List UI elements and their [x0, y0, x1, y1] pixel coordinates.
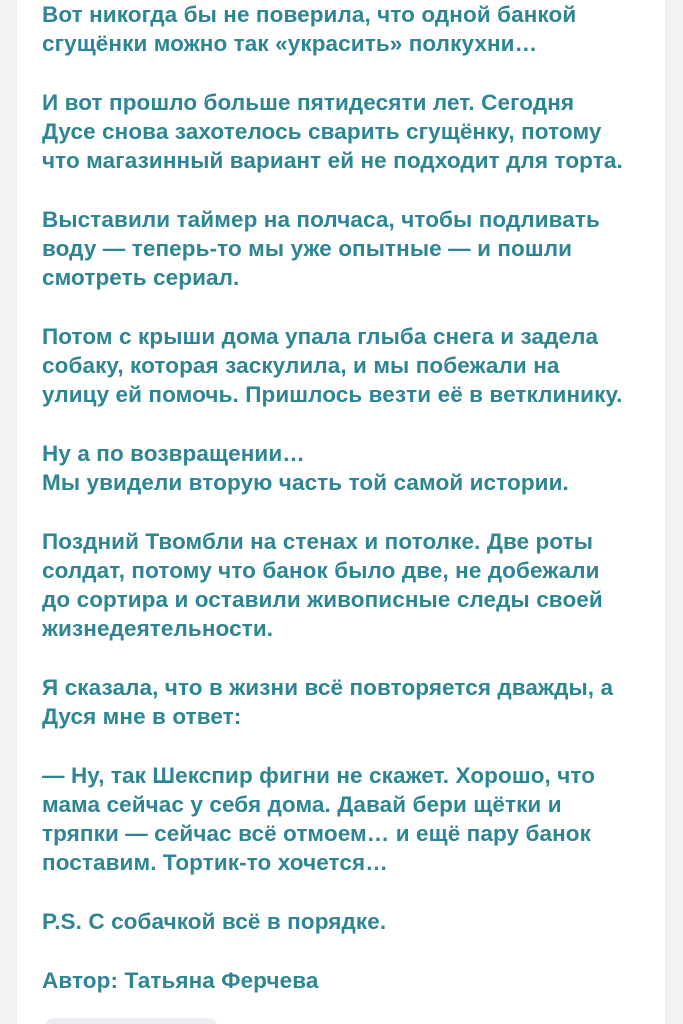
text-line: Выставили таймер на полчаса, чтобы подливать [42, 207, 600, 232]
text-line: что магазинный вариант ей не подходит для торта. [42, 148, 623, 173]
text-line: поставим. Тортик-то хочется… [42, 850, 388, 875]
text-line: Мы увидели вторую часть той самой истории. [42, 470, 569, 495]
text-line: И вот прошло больше пятидесяти лет. Сегодня [42, 90, 575, 115]
author-name[interactable]: Автор: Татьяна Ферчева [42, 968, 319, 993]
text-line: воду — теперь-то мы уже опытные — и пошли [42, 236, 573, 261]
text-line: Ну а по возвращении… [42, 441, 305, 466]
text-line: солдат, потому что банок было две, не добежали [42, 558, 600, 583]
paragraph [42, 88, 652, 175]
text-line: собаку, которая заскулила, и мы побежали на [42, 353, 560, 378]
paragraph [42, 322, 652, 409]
paragraph [42, 673, 652, 731]
text-line: Я сказала, что в жизни всё повторяется дважды, а [42, 675, 614, 700]
article-text [42, 0, 652, 1024]
text-line: Потом с крыши дома упала глыба снега и задела [42, 324, 599, 349]
text-line: P.S. С собачкой всё в порядке. [42, 909, 387, 934]
text-line: Поздний Твомбли на стенах и потолке. Две роты [42, 529, 594, 554]
text-line: сгущёнки можно так «украсить» полкухни… [42, 31, 538, 56]
text-line: улицу ей помочь. Пришлось везти её в ветклинику. [42, 382, 623, 407]
paragraph [42, 761, 652, 877]
author-line [42, 966, 652, 995]
text-line: мама сейчас у себя дома. Давай бери щётки и [42, 792, 562, 817]
paragraph [42, 439, 652, 497]
paragraph-ps [42, 907, 652, 936]
paragraph [42, 527, 652, 643]
text-line: до сортира и оставили живописные следы своей [42, 587, 603, 612]
paragraph [42, 0, 652, 58]
text-line: Дуся мне в ответ: [42, 704, 242, 729]
text-line: Дусе снова захотелось сварить сгущёнку, потому [42, 119, 602, 144]
text-line: Вот никогда бы не поверила, что одной банкой [42, 2, 577, 27]
text-line: тряпки — сейчас всё отмоем… и ещё пару банок [42, 821, 592, 846]
text-line: жизнедеятельности. [42, 616, 274, 641]
text-line: смотреть сериал. [42, 265, 240, 290]
reaction-bar-partial[interactable] [44, 1018, 218, 1024]
paragraph [42, 205, 652, 292]
text-line: — Ну, так Шекспир фигни не скажет. Хорошо, что [42, 763, 596, 788]
